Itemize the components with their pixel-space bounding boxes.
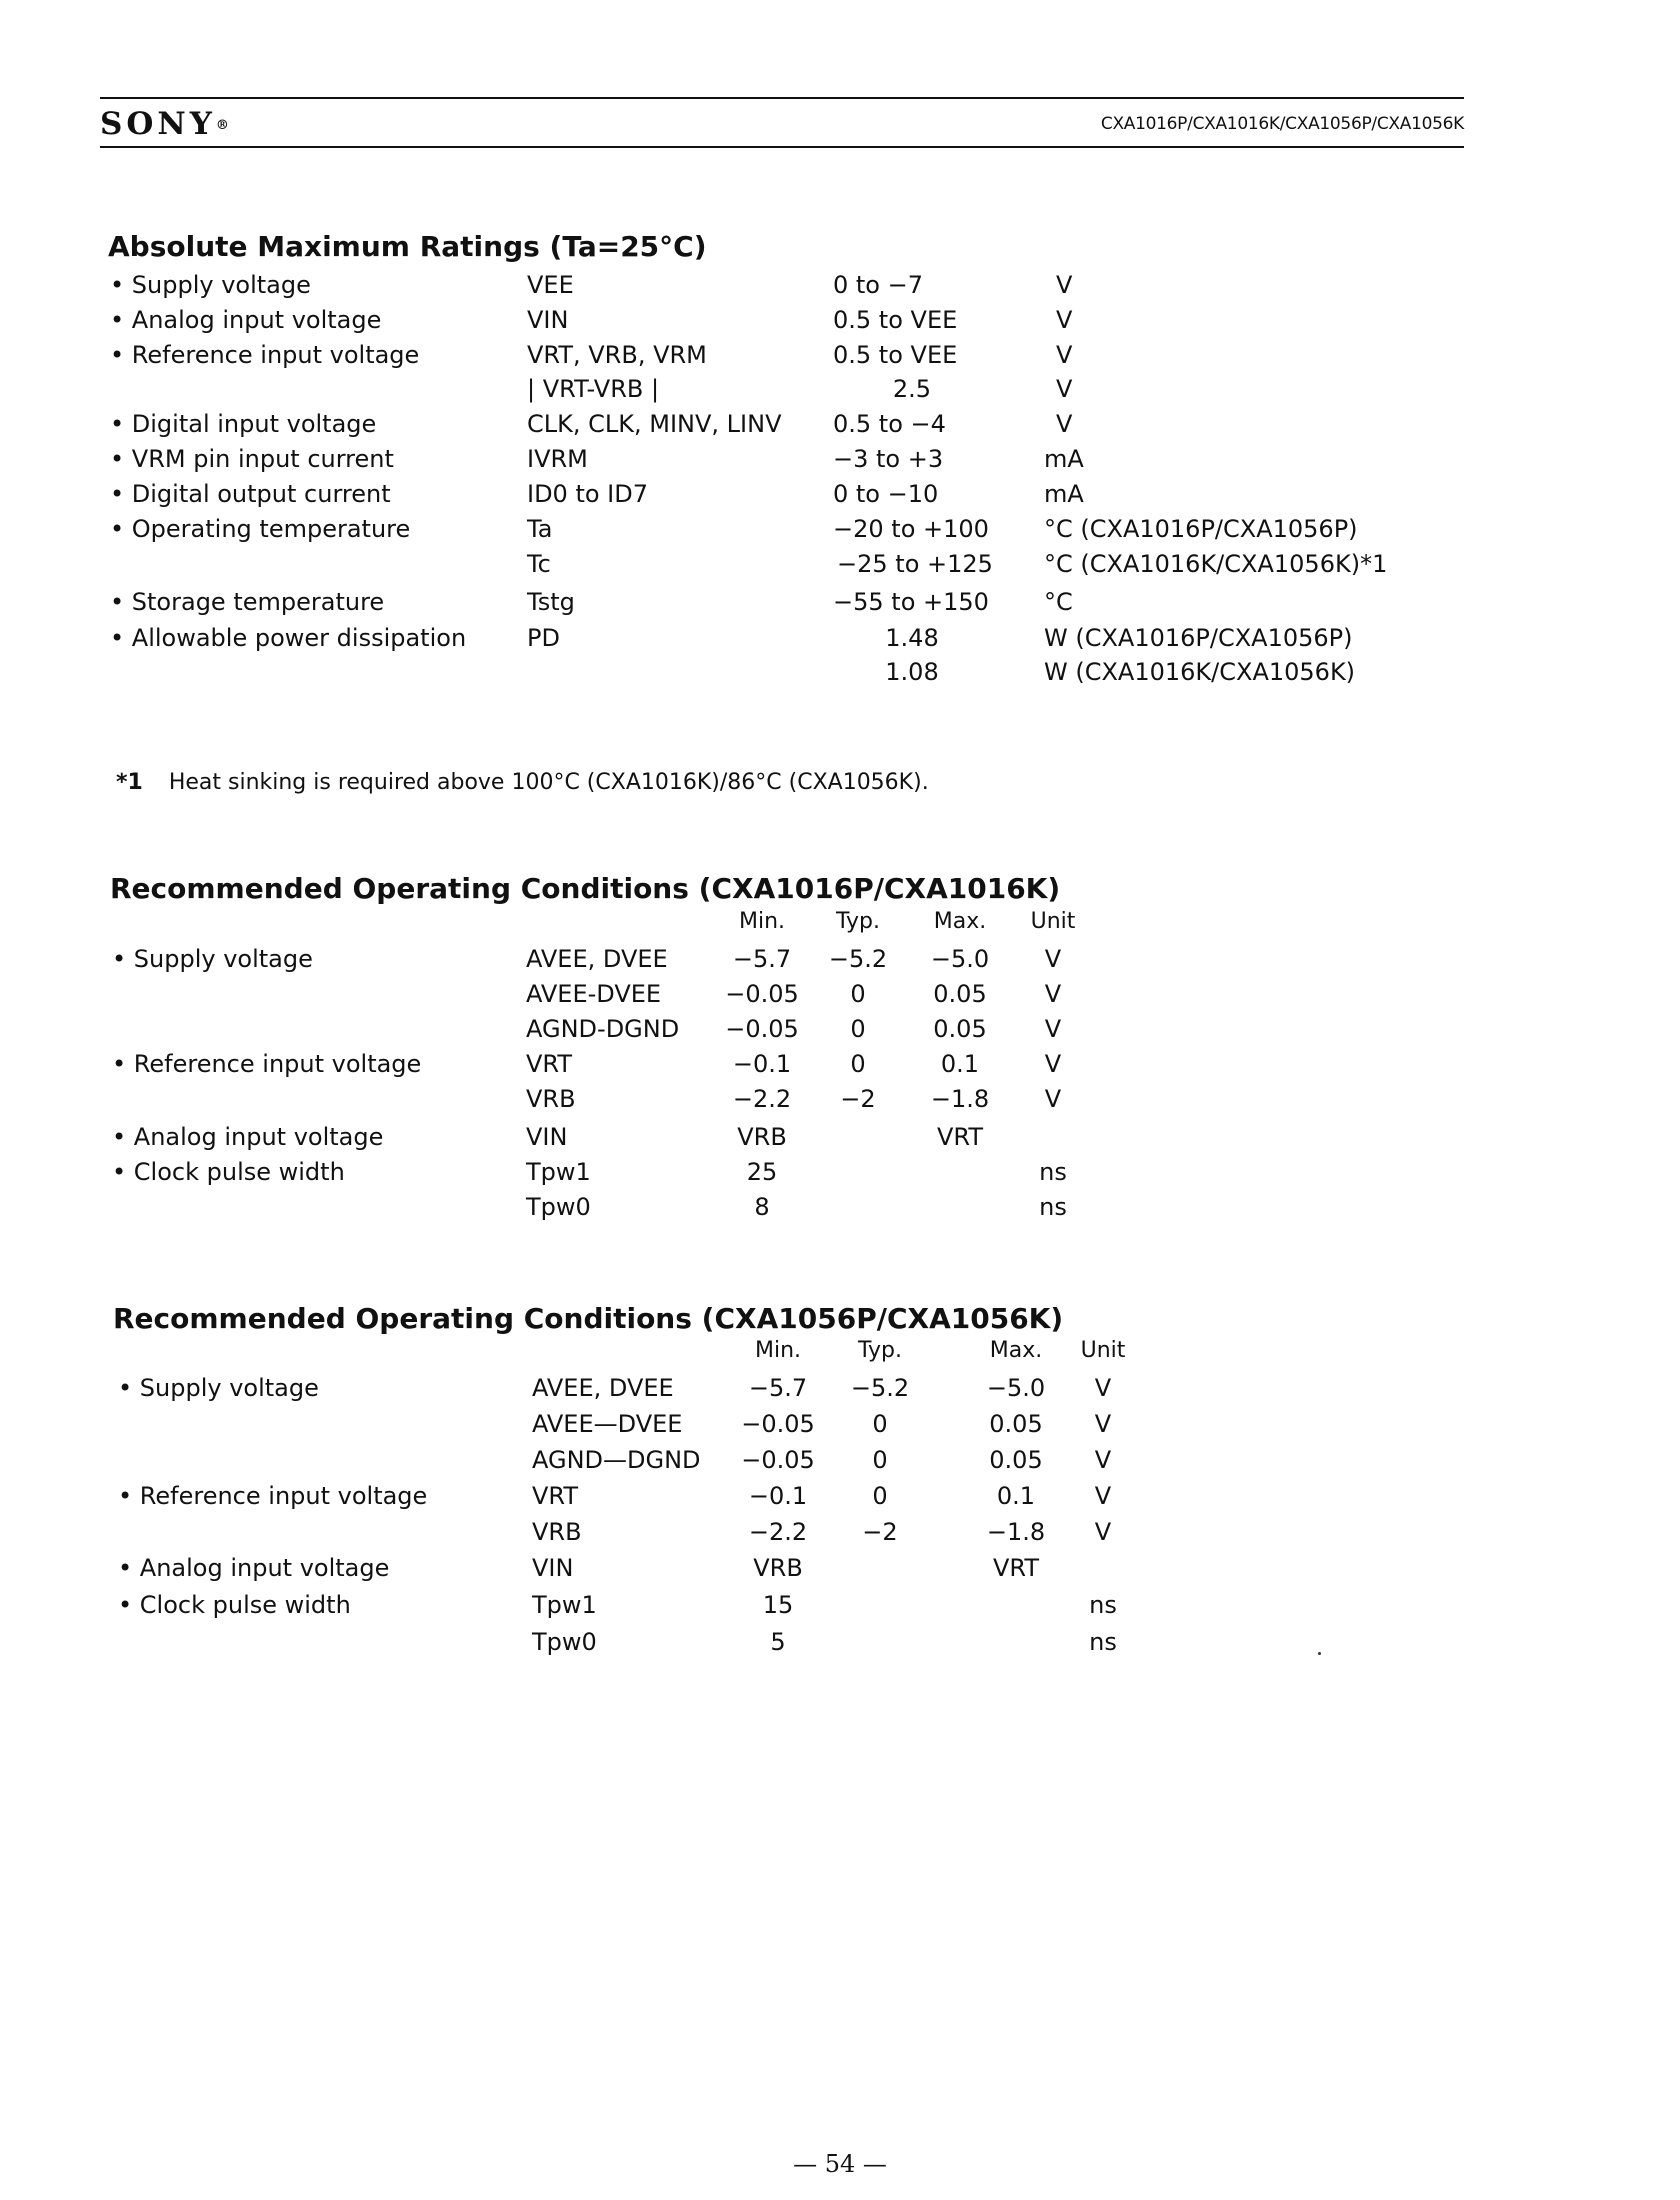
roc2-row-symbol: AGND—DGND (532, 1446, 701, 1474)
roc1-row-unit: ns (1039, 1158, 1067, 1186)
roc2-row-unit: V (1094, 1518, 1112, 1546)
amr-row-item: • Digital output current (110, 480, 391, 508)
roc1-row-symbol: VRB (526, 1085, 576, 1113)
footnote (116, 770, 929, 795)
roc2-row-symbol: VIN (532, 1554, 574, 1582)
roc2-header-max: Max. (989, 1338, 1043, 1363)
amr-row-symbol: Tstg (527, 588, 575, 616)
roc1-row-symbol: VRT (526, 1050, 573, 1078)
roc1-header-min: Min. (738, 909, 786, 934)
roc1-header-max: Max. (933, 909, 987, 934)
amr-row-symbol: Tc (527, 550, 551, 578)
amr-row-value: 2.5 (892, 375, 932, 403)
roc2-row-item: • Clock pulse width (118, 1591, 351, 1619)
amr-row-value: 0 to −10 (833, 480, 939, 508)
roc1-row-min: 8 (754, 1193, 770, 1221)
roc2-row-min: −2.2 (748, 1518, 808, 1546)
amr-row-unit: mA (1044, 480, 1084, 508)
roc2-row-symbol: VRT (532, 1482, 579, 1510)
page-number: — 54 — (793, 2150, 887, 2178)
amr-row-item: • Allowable power dissipation (110, 624, 467, 652)
amr-row-unit: W (CXA1016P/CXA1056P) (1044, 624, 1353, 652)
roc1-row-symbol: VIN (526, 1123, 568, 1151)
amr-row-unit: °C (CXA1016K/CXA1056K)*1 (1044, 550, 1388, 578)
amr-row-value: 0 to −7 (833, 271, 923, 299)
amr-row-symbol: VIN (527, 306, 569, 334)
roc1-row-typ: 0 (850, 980, 866, 1008)
amr-row-value: 0.5 to −4 (833, 410, 946, 438)
amr-row-symbol: ID0 to ID7 (527, 480, 649, 508)
amr-row-symbol: VRT, VRB, VRM (527, 341, 707, 369)
roc2-row-max: 0.05 (989, 1410, 1043, 1438)
roc2-row-unit: V (1094, 1482, 1112, 1510)
amr-row-item: • Reference input voltage (110, 341, 420, 369)
roc1-row-symbol: Tpw0 (526, 1193, 591, 1221)
roc2-row-item: • Supply voltage (118, 1374, 319, 1402)
roc1-row-max: −1.8 (930, 1085, 990, 1113)
footnote-mark: *1 (116, 770, 143, 795)
roc2-row-max: 0.1 (996, 1482, 1036, 1510)
roc1-row-symbol: AVEE, DVEE (526, 945, 668, 973)
roc2-row-typ: −2 (862, 1518, 898, 1546)
roc1-row-symbol: Tpw1 (526, 1158, 591, 1186)
roc2-row-min: −5.7 (748, 1374, 808, 1402)
roc1-row-max: VRT (936, 1123, 983, 1151)
roc2-row-max: −5.0 (986, 1374, 1046, 1402)
roc2-row-max: 0.05 (989, 1446, 1043, 1474)
roc2-row-symbol: VRB (532, 1518, 582, 1546)
roc2-row-typ: −5.2 (850, 1374, 910, 1402)
roc1-row-unit: V (1044, 1015, 1062, 1043)
amr-row-symbol: Ta (527, 515, 553, 543)
roc2-row-unit: V (1094, 1410, 1112, 1438)
roc2-row-item: • Reference input voltage (118, 1482, 428, 1510)
amr-row-unit: V (1056, 410, 1073, 438)
roc1-row-item: • Clock pulse width (112, 1158, 345, 1186)
roc2-row-min: VRB (753, 1554, 803, 1582)
roc1-row-symbol: AGND-DGND (526, 1015, 680, 1043)
footnote-text: Heat sinking is required above 100°C (CXA1016K)/86°C (CXA1056K). (168, 770, 929, 795)
amr-row-value: 1.08 (885, 658, 939, 686)
roc1-row-item: • Supply voltage (112, 945, 313, 973)
amr-row-value: 0.5 to VEE (833, 306, 958, 334)
stray-dot (1318, 1652, 1321, 1655)
roc2-row-unit: V (1094, 1446, 1112, 1474)
roc2-row-symbol: AVEE, DVEE (532, 1374, 674, 1402)
roc1-header-typ: Typ. (836, 909, 880, 934)
roc1-row-max: 0.05 (933, 1015, 987, 1043)
amr-row-value: 0.5 to VEE (833, 341, 958, 369)
amr-row-item: • Operating temperature (110, 515, 411, 543)
roc1-row-unit: V (1044, 980, 1062, 1008)
roc1-row-min: −2.2 (732, 1085, 792, 1113)
amr-row-symbol: VEE (527, 271, 574, 299)
amr-row-value: −20 to +100 (833, 515, 989, 543)
amr-row-symbol: | VRT-VRB | (527, 375, 660, 403)
amr-row-unit: V (1056, 341, 1073, 369)
amr-row-value: 1.48 (885, 624, 939, 652)
roc1-row-min: −0.05 (725, 1015, 799, 1043)
roc1-row-max: 0.05 (933, 980, 987, 1008)
roc2-row-min: −0.1 (748, 1482, 808, 1510)
model-numbers: CXA1016P/CXA1016K/CXA1056P/CXA1056K (1100, 114, 1464, 134)
header-rule-top (100, 97, 1464, 99)
roc1-row-typ: 0 (850, 1015, 866, 1043)
roc1-row-unit: V (1044, 1085, 1062, 1113)
roc1-row-min: 25 (746, 1158, 778, 1186)
roc2-header-unit: Unit (1080, 1338, 1126, 1363)
roc2-row-item: • Analog input voltage (118, 1554, 390, 1582)
amr-row-symbol: PD (527, 624, 560, 652)
roc2-row-min: −0.05 (741, 1410, 815, 1438)
roc1-row-min: −0.05 (725, 980, 799, 1008)
roc2-header-typ: Typ. (858, 1338, 902, 1363)
amr-row-unit: V (1056, 306, 1073, 334)
amr-row-unit: V (1056, 375, 1073, 403)
roc2-row-unit: ns (1089, 1591, 1117, 1619)
amr-row-item: • VRM pin input current (110, 445, 394, 473)
roc2-row-typ: 0 (872, 1482, 888, 1510)
roc2-row-min: 5 (770, 1628, 786, 1656)
amr-row-value: −25 to +125 (837, 550, 993, 578)
roc2-row-unit: V (1094, 1374, 1112, 1402)
amr-row-unit: V (1056, 271, 1073, 299)
roc1-row-max: 0.1 (940, 1050, 980, 1078)
amr-row-unit: mA (1044, 445, 1084, 473)
amr-row-item: • Supply voltage (110, 271, 311, 299)
roc1-row-min: VRB (737, 1123, 787, 1151)
amr-row-unit: W (CXA1016K/CXA1056K) (1044, 658, 1356, 686)
amr-row-item: • Storage temperature (110, 588, 385, 616)
sony-logo: SONY® (100, 106, 229, 142)
roc1-row-min: −0.1 (732, 1050, 792, 1078)
roc1-row-max: −5.0 (930, 945, 990, 973)
roc1-title: Recommended Operating Conditions (CXA1016P/CXA1016K) (110, 872, 1061, 905)
roc2-row-typ: 0 (872, 1410, 888, 1438)
roc2-row-symbol: Tpw0 (532, 1628, 597, 1656)
amr-row-symbol: IVRM (527, 445, 588, 473)
roc1-row-typ: 0 (850, 1050, 866, 1078)
amr-row-unit: °C (1044, 588, 1073, 616)
amr-row-value: −3 to +3 (833, 445, 944, 473)
roc1-row-min: −5.7 (732, 945, 792, 973)
amr-title: Absolute Maximum Ratings (Ta=25°C) (108, 230, 707, 263)
roc1-row-symbol: AVEE-DVEE (526, 980, 662, 1008)
roc1-row-typ: −2 (840, 1085, 876, 1113)
amr-row-value: −55 to +150 (833, 588, 989, 616)
roc1-row-item: • Reference input voltage (112, 1050, 422, 1078)
roc1-row-unit: V (1044, 945, 1062, 973)
roc1-row-unit: V (1044, 1050, 1062, 1078)
roc2-row-typ: 0 (872, 1446, 888, 1474)
amr-row-unit: °C (CXA1016P/CXA1056P) (1044, 515, 1358, 543)
roc1-header-unit: Unit (1030, 909, 1076, 934)
roc2-row-max: −1.8 (986, 1518, 1046, 1546)
roc2-row-symbol: Tpw1 (532, 1591, 597, 1619)
roc2-row-min: 15 (762, 1591, 794, 1619)
amr-row-symbol: CLK, CLK, MINV, LINV (527, 410, 782, 438)
header-rule-bottom (100, 146, 1464, 148)
roc1-row-typ: −5.2 (828, 945, 888, 973)
roc2-row-max: VRT (992, 1554, 1039, 1582)
roc1-row-unit: ns (1039, 1193, 1067, 1221)
roc2-header-min: Min. (754, 1338, 802, 1363)
amr-row-item: • Digital input voltage (110, 410, 377, 438)
roc2-title: Recommended Operating Conditions (CXA1056P/CXA1056K) (113, 1302, 1064, 1335)
amr-row-item: • Analog input voltage (110, 306, 382, 334)
roc2-row-min: −0.05 (741, 1446, 815, 1474)
roc2-row-unit: ns (1089, 1628, 1117, 1656)
roc1-row-item: • Analog input voltage (112, 1123, 384, 1151)
roc2-row-symbol: AVEE—DVEE (532, 1410, 683, 1438)
